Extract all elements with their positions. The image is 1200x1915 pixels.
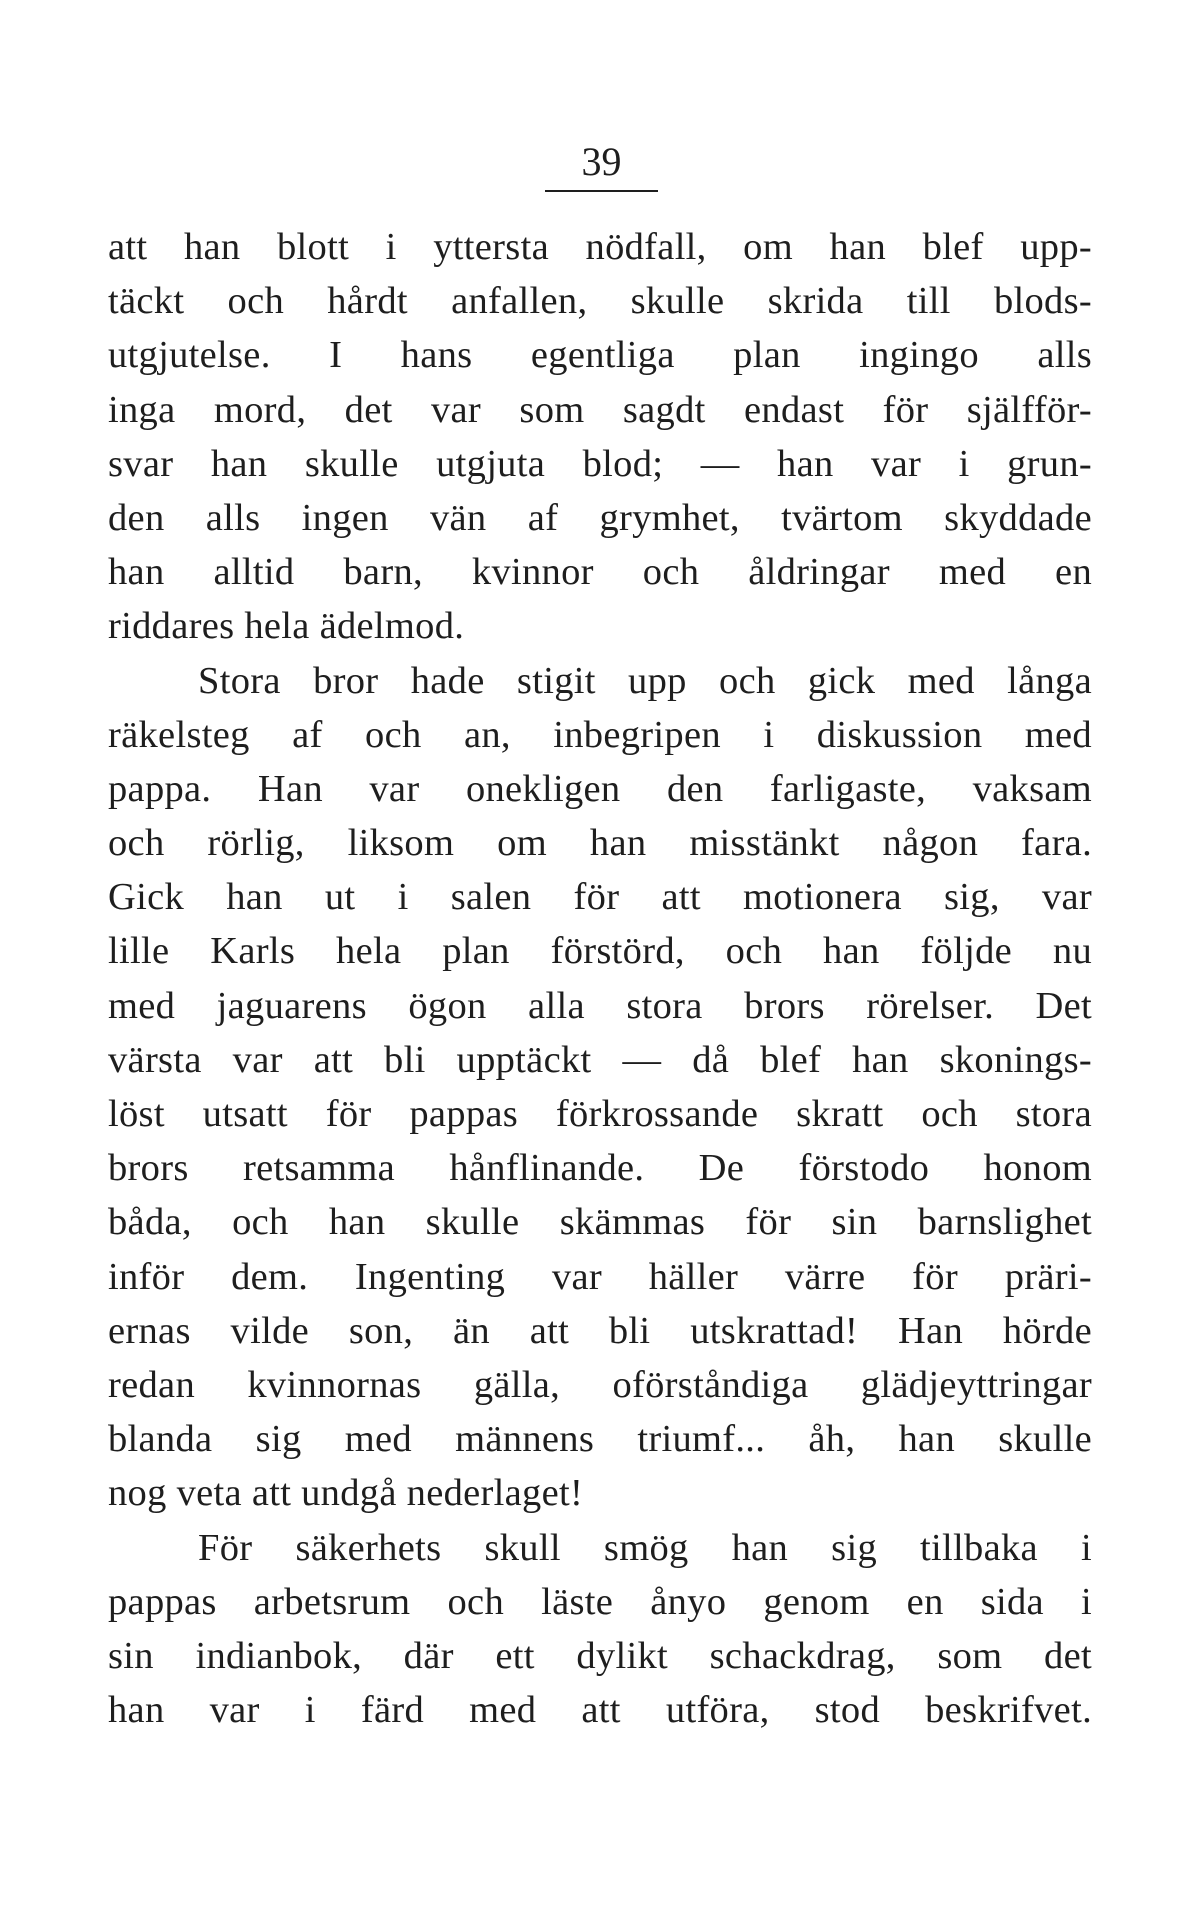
page-number: 39 — [545, 138, 658, 192]
text-line: blanda sig med männens triumf... åh, han skulle — [108, 1418, 1092, 1461]
text-line: han var i färd med att utföra, stod beskrifvet. — [108, 1689, 1092, 1732]
text-line: riddares hela ädelmod. — [108, 605, 465, 648]
text-line: den alls ingen vän af grymhet, tvärtom skyddade — [108, 496, 1092, 539]
text-line: pappas arbetsrum och läste ånyo genom en sida i — [108, 1580, 1092, 1623]
text-line: att han blott i yttersta nödfall, om han blef upp- — [108, 226, 1092, 268]
text-line: nog veta att undgå nederlaget! — [108, 1472, 584, 1515]
text-line: Stora bror hade stigit upp och gick med långa — [198, 659, 1092, 702]
text-line: löst utsatt för pappas förkrossande skratt och stora — [108, 1093, 1092, 1135]
text-line: täckt och hårdt anfallen, skulle skrida till blods- — [108, 280, 1092, 323]
text-line: räkelsteg af och an, inbegripen i diskussion med — [108, 713, 1092, 756]
text-line: inför dem. Ingenting var häller värre för präri- — [108, 1255, 1092, 1298]
text-line: redan kvinnornas gälla, oförståndiga glädjeyttringar — [108, 1363, 1092, 1406]
text-line: med jaguarens ögon alla stora brors rörelser. Det — [108, 984, 1092, 1027]
text-line: pappa. Han var onekligen den farligaste, vaksam — [108, 767, 1092, 810]
text-line: värsta var att bli upptäckt — då blef han skonings- — [108, 1038, 1092, 1081]
text-line: inga mord, det var som sagdt endast för själfför- — [108, 388, 1092, 431]
text-line: svar han skulle utgjuta blod; — han var i grun- — [108, 442, 1092, 485]
text-line: utgjutelse. I hans egentliga plan ingingo alls — [108, 334, 1092, 377]
text-line: brors retsamma hånflinande. De förstodo honom — [108, 1147, 1092, 1190]
body-text — [108, 220, 1092, 1737]
text-line: och rörlig, liksom om han misstänkt någon fara. — [108, 822, 1092, 865]
text-line: Gick han ut i salen för att motionera sig, var — [108, 876, 1092, 919]
text-line: lille Karls hela plan förstörd, och han följde nu — [108, 930, 1092, 973]
text-line: För säkerhets skull smög han sig tillbaka i — [198, 1526, 1092, 1569]
text-line: ernas vilde son, än att bli utskrattad! Han hörde — [108, 1309, 1092, 1352]
text-line: båda, och han skulle skämmas för sin barnslighet — [108, 1201, 1092, 1244]
text-line: han alltid barn, kvinnor och åldringar med en — [108, 551, 1092, 594]
text-line: sin indianbok, där ett dylikt schackdrag, som det — [108, 1634, 1092, 1677]
